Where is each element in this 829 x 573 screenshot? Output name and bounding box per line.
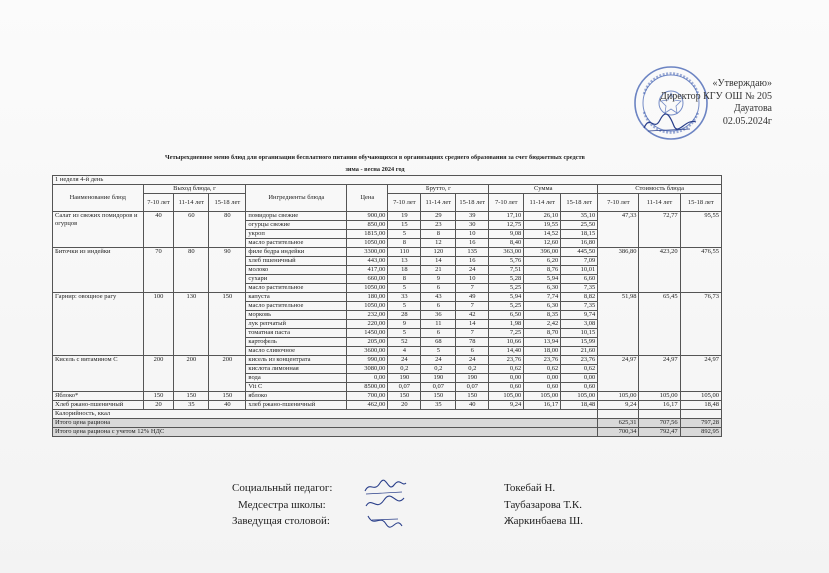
ingredient-brutto: 30 — [456, 221, 489, 230]
dish-name: Гарнир: овощное рагу — [53, 293, 144, 356]
total-value: 792,47 — [639, 428, 680, 437]
ingredient-sum: 23,76 — [489, 356, 524, 365]
ingredient-sum: 26,10 — [524, 212, 561, 221]
ingredient-price: 443,00 — [347, 257, 388, 266]
age-header: 7-10 лет — [388, 194, 421, 212]
ingredient-sum: 5,25 — [489, 302, 524, 311]
ingredient-sum: 7,35 — [561, 302, 598, 311]
ingredient-brutto: 150 — [456, 392, 489, 401]
ingredient-name: картофель — [246, 338, 347, 347]
ingredient-brutto: 24 — [456, 356, 489, 365]
age-header: 15-18 лет — [561, 194, 598, 212]
ingredient-price: 1050,00 — [347, 302, 388, 311]
calories-value — [598, 410, 639, 419]
header-ingredients: Ингредиенты блюда — [246, 185, 347, 212]
ingredient-sum: 8,40 — [489, 239, 524, 248]
ingredient-row — [53, 248, 722, 257]
header-price: Цена — [347, 185, 388, 212]
total-row — [53, 419, 722, 428]
signature-role: Социальный педагог: — [232, 482, 333, 494]
age-header: 11-14 лет — [174, 194, 209, 212]
dish-output: 100 — [143, 293, 174, 356]
ingredient-brutto: 11 — [421, 320, 456, 329]
ingredient-brutto: 8 — [388, 275, 421, 284]
ingredient-sum: 0,62 — [524, 365, 561, 374]
ingredient-sum: 7,09 — [561, 257, 598, 266]
dish-name: Биточки из индейки — [53, 248, 144, 293]
total-value: 797,28 — [680, 419, 721, 428]
dish-output: 130 — [174, 293, 209, 356]
ingredient-sum: 396,00 — [524, 248, 561, 257]
ingredient-brutto: 0,2 — [456, 365, 489, 374]
age-header: 7-10 лет — [598, 194, 639, 212]
header-ages-row — [53, 194, 722, 212]
ingredient-brutto: 52 — [388, 338, 421, 347]
ingredient-sum: 15,99 — [561, 338, 598, 347]
signatures-block — [232, 480, 652, 530]
ingredient-brutto: 7 — [456, 302, 489, 311]
ingredient-name: яблоко — [246, 392, 347, 401]
ingredient-brutto: 24 — [388, 356, 421, 365]
ingredient-name: Vit C — [246, 383, 347, 392]
ingredient-brutto: 15 — [388, 221, 421, 230]
ingredient-sum: 23,76 — [524, 356, 561, 365]
signature-name: Жаркинбаева Ш. — [504, 515, 583, 527]
ingredient-name: хлеб пшеничный — [246, 257, 347, 266]
ingredient-brutto: 49 — [456, 293, 489, 302]
dish-output: 35 — [174, 401, 209, 410]
dish-output: 150 — [209, 392, 246, 401]
ingredient-brutto: 21 — [421, 266, 456, 275]
ingredient-brutto: 8 — [421, 230, 456, 239]
dish-cost: 476,55 — [680, 248, 721, 293]
ingredient-brutto: 0,2 — [421, 365, 456, 374]
title-line: Четырехдневное меню блюд для организации бесплатного питания обучающихся в организациях среднего образования за счет бюджетных средств — [165, 154, 585, 161]
ingredient-name: кисель из концентрата — [246, 356, 347, 365]
ingredient-name: помидоры свежие — [246, 212, 347, 221]
ingredient-brutto: 6 — [456, 347, 489, 356]
ingredient-brutto: 39 — [456, 212, 489, 221]
dish-output: 20 — [143, 401, 174, 410]
ingredient-brutto: 10 — [456, 275, 489, 284]
ingredient-brutto: 120 — [421, 248, 456, 257]
day-label: 1 неделя 4-й день — [53, 176, 722, 185]
ingredient-brutto: 5 — [421, 347, 456, 356]
calories-row — [53, 410, 722, 419]
ingredient-sum: 9,08 — [489, 230, 524, 239]
age-header: 15-18 лет — [680, 194, 721, 212]
ingredient-sum: 10,01 — [561, 266, 598, 275]
age-header: 11-14 лет — [639, 194, 680, 212]
ingredient-brutto: 7 — [456, 329, 489, 338]
ingredient-brutto: 18 — [388, 266, 421, 275]
ingredient-name: укроп — [246, 230, 347, 239]
ingredient-brutto: 43 — [421, 293, 456, 302]
ingredient-brutto: 190 — [421, 374, 456, 383]
ingredient-brutto: 16 — [456, 257, 489, 266]
ingredient-brutto: 6 — [421, 284, 456, 293]
ingredient-brutto: 6 — [421, 329, 456, 338]
signature-row — [232, 497, 652, 514]
ingredient-brutto: 14 — [456, 320, 489, 329]
header-row — [53, 185, 722, 194]
ingredient-sum: 6,50 — [489, 311, 524, 320]
ingredient-row — [53, 212, 722, 221]
signature-row — [232, 480, 652, 497]
dish-cost: 24,97 — [598, 356, 639, 392]
dish-cost: 76,73 — [680, 293, 721, 356]
ingredient-brutto: 14 — [421, 257, 456, 266]
ingredient-brutto: 0,07 — [421, 383, 456, 392]
ingredient-sum: 23,76 — [561, 356, 598, 365]
dish-name: Хлеб ржано-пшеничный — [53, 401, 144, 410]
total-value: 700,34 — [598, 428, 639, 437]
calories-value — [680, 410, 721, 419]
ingredient-sum: 5,94 — [524, 275, 561, 284]
ingredient-brutto: 29 — [421, 212, 456, 221]
signature-name: Таубазарова Т.К. — [504, 498, 582, 511]
ingredient-brutto: 7 — [456, 284, 489, 293]
dish-output: 80 — [209, 212, 246, 248]
ingredient-sum: 6,30 — [524, 284, 561, 293]
ingredient-name: томатная паста — [246, 329, 347, 338]
ingredient-brutto: 10 — [456, 230, 489, 239]
dish-cost: 51,98 — [598, 293, 639, 356]
age-header: 11-14 лет — [421, 194, 456, 212]
menu-table — [52, 175, 722, 437]
dish-cost: 386,80 — [598, 248, 639, 293]
handwritten-signature — [362, 510, 408, 530]
ingredient-name: вода — [246, 374, 347, 383]
ingredient-name: масло сливочное — [246, 347, 347, 356]
dish-output: 90 — [209, 248, 246, 293]
ingredient-brutto: 5 — [388, 329, 421, 338]
ingredient-sum: 7,35 — [561, 284, 598, 293]
signature-role: Заведущая столовой: — [232, 515, 330, 527]
ingredient-sum: 8,35 — [524, 311, 561, 320]
approval-line: «Утверждаю» — [712, 78, 772, 89]
dish-output: 40 — [143, 212, 174, 248]
dish-output: 40 — [209, 401, 246, 410]
dish-cost: 72,77 — [639, 212, 680, 248]
ingredient-sum: 18,48 — [561, 401, 598, 410]
dish-output: 200 — [143, 356, 174, 392]
ingredient-sum: 0,00 — [524, 374, 561, 383]
ingredient-sum: 6,20 — [524, 257, 561, 266]
ingredient-brutto: 9 — [421, 275, 456, 284]
dish-cost: 95,55 — [680, 212, 721, 248]
ingredient-brutto: 19 — [388, 212, 421, 221]
ingredient-price: 3080,00 — [347, 365, 388, 374]
ingredient-sum: 445,50 — [561, 248, 598, 257]
ingredient-sum: 35,10 — [561, 212, 598, 221]
ingredient-brutto: 110 — [388, 248, 421, 257]
ingredient-brutto: 36 — [421, 311, 456, 320]
header-dish: Наименование блюд — [53, 185, 144, 212]
ingredient-brutto: 23 — [421, 221, 456, 230]
ingredient-sum: 7,51 — [489, 266, 524, 275]
calories-value — [639, 410, 680, 419]
ingredient-sum: 105,00 — [489, 392, 524, 401]
ingredient-price: 462,00 — [347, 401, 388, 410]
ingredient-sum: 5,94 — [489, 293, 524, 302]
ingredient-brutto: 135 — [456, 248, 489, 257]
ingredient-brutto: 28 — [388, 311, 421, 320]
ingredient-brutto: 190 — [456, 374, 489, 383]
ingredient-brutto: 150 — [388, 392, 421, 401]
ingredient-name: морковь — [246, 311, 347, 320]
ingredient-brutto: 42 — [456, 311, 489, 320]
ingredient-price: 220,00 — [347, 320, 388, 329]
signature-name: Токебай Н. — [504, 482, 556, 494]
approval-line: Директор КГУ ОШ № 205 — [660, 90, 772, 102]
ingredient-sum: 16,80 — [561, 239, 598, 248]
dish-cost: 65,45 — [639, 293, 680, 356]
ingredient-name: молоко — [246, 266, 347, 275]
ingredient-price: 990,00 — [347, 356, 388, 365]
total-value: 892,95 — [680, 428, 721, 437]
ingredient-sum: 0,62 — [489, 365, 524, 374]
total-vat-row — [53, 428, 722, 437]
age-header: 15-18 лет — [209, 194, 246, 212]
ingredient-brutto: 12 — [421, 239, 456, 248]
approval-line: Дауатова — [733, 103, 772, 114]
ingredient-sum: 10,15 — [561, 329, 598, 338]
dish-cost: 9,24 — [598, 401, 639, 410]
ingredient-sum: 12,75 — [489, 221, 524, 230]
dish-output: 150 — [174, 392, 209, 401]
ingredient-sum: 21,60 — [561, 347, 598, 356]
ingredient-sum: 8,70 — [524, 329, 561, 338]
ingredient-price: 180,00 — [347, 293, 388, 302]
document-title — [110, 152, 640, 176]
ingredient-brutto: 24 — [456, 266, 489, 275]
ingredient-row — [53, 293, 722, 302]
ingredient-sum: 0,60 — [524, 383, 561, 392]
ingredient-brutto: 9 — [388, 320, 421, 329]
ingredient-sum: 18,00 — [524, 347, 561, 356]
ingredient-name: лук репчатый — [246, 320, 347, 329]
ingredient-sum: 18,15 — [561, 230, 598, 239]
ingredient-sum: 105,00 — [524, 392, 561, 401]
ingredient-price: 700,00 — [347, 392, 388, 401]
dish-cost: 24,97 — [639, 356, 680, 392]
ingredient-sum: 3,08 — [561, 320, 598, 329]
header-cost: Стоимость блюда — [598, 185, 722, 194]
ingredient-sum: 6,60 — [561, 275, 598, 284]
dish-cost: 18,48 — [680, 401, 721, 410]
ingredient-sum: 0,00 — [489, 374, 524, 383]
ingredient-price: 417,00 — [347, 266, 388, 275]
dish-output: 70 — [143, 248, 174, 293]
ingredient-sum: 0,00 — [561, 374, 598, 383]
age-header: 15-18 лет — [456, 194, 489, 212]
ingredient-brutto: 5 — [388, 302, 421, 311]
ingredient-name: сухари — [246, 275, 347, 284]
ingredient-sum: 25,50 — [561, 221, 598, 230]
ingredient-sum: 7,74 — [524, 293, 561, 302]
ingredient-sum: 14,52 — [524, 230, 561, 239]
ingredient-price: 850,00 — [347, 221, 388, 230]
ingredient-name: масло растительное — [246, 284, 347, 293]
ingredient-sum: 19,55 — [524, 221, 561, 230]
total-label: Итого цена рациона с учетом 12% НДС — [53, 428, 598, 437]
ingredient-price: 1050,00 — [347, 239, 388, 248]
ingredient-sum: 13,94 — [524, 338, 561, 347]
ingredient-name: филе бедра индейки — [246, 248, 347, 257]
dish-output: 80 — [174, 248, 209, 293]
dish-cost: 105,00 — [598, 392, 639, 401]
ingredient-name: масло растительное — [246, 239, 347, 248]
header-output: Выход блюда, г — [143, 185, 246, 194]
ingredient-price: 1815,00 — [347, 230, 388, 239]
ingredient-brutto: 8 — [388, 239, 421, 248]
ingredient-brutto: 16 — [456, 239, 489, 248]
ingredient-brutto: 5 — [388, 284, 421, 293]
ingredient-row — [53, 356, 722, 365]
day-row — [53, 176, 722, 185]
ingredient-name: масло растительное — [246, 302, 347, 311]
ingredient-sum: 14,40 — [489, 347, 524, 356]
ingredient-price: 232,00 — [347, 311, 388, 320]
ingredient-brutto: 6 — [421, 302, 456, 311]
header-sum: Сумма — [489, 185, 598, 194]
ingredient-brutto: 24 — [421, 356, 456, 365]
dish-output: 200 — [174, 356, 209, 392]
ingredient-brutto: 4 — [388, 347, 421, 356]
ingredient-sum: 8,82 — [561, 293, 598, 302]
dish-name: Яблоко* — [53, 392, 144, 401]
single-item-row — [53, 392, 722, 401]
dish-name: Салат из свежих помидоров и огурцов — [53, 212, 144, 248]
signature-row — [232, 513, 652, 530]
ingredient-sum: 0,62 — [561, 365, 598, 374]
ingredient-sum: 7,25 — [489, 329, 524, 338]
ingredient-price: 3300,00 — [347, 248, 388, 257]
age-header: 7-10 лет — [143, 194, 174, 212]
ingredient-sum: 5,25 — [489, 284, 524, 293]
signature-role: Медсестра школы: — [238, 498, 326, 511]
single-item-row — [53, 401, 722, 410]
dish-cost: 105,00 — [680, 392, 721, 401]
ingredient-sum: 6,30 — [524, 302, 561, 311]
dish-cost: 105,00 — [639, 392, 680, 401]
calories-label: Калорийность, ккал — [53, 410, 598, 419]
ingredient-price: 3600,00 — [347, 347, 388, 356]
ingredient-brutto: 190 — [388, 374, 421, 383]
ingredient-price: 0,00 — [347, 374, 388, 383]
ingredient-brutto: 35 — [421, 401, 456, 410]
ingredient-price: 1050,00 — [347, 284, 388, 293]
ingredient-sum: 9,74 — [561, 311, 598, 320]
ingredient-sum: 2,42 — [524, 320, 561, 329]
dish-cost: 24,97 — [680, 356, 721, 392]
dish-name: Кисель с витамином С — [53, 356, 144, 392]
ingredient-sum: 5,28 — [489, 275, 524, 284]
total-value: 625,31 — [598, 419, 639, 428]
ingredient-brutto: 0,07 — [388, 383, 421, 392]
ingredient-sum: 1,98 — [489, 320, 524, 329]
dish-output: 60 — [174, 212, 209, 248]
total-value: 707,56 — [639, 419, 680, 428]
ingredient-brutto: 20 — [388, 401, 421, 410]
ingredient-price: 1450,00 — [347, 329, 388, 338]
ingredient-brutto: 13 — [388, 257, 421, 266]
ingredient-brutto: 68 — [421, 338, 456, 347]
ingredient-sum: 10,66 — [489, 338, 524, 347]
ingredient-sum: 8,76 — [524, 266, 561, 275]
age-header: 7-10 лет — [489, 194, 524, 212]
ingredient-sum: 363,00 — [489, 248, 524, 257]
age-header: 11-14 лет — [524, 194, 561, 212]
approval-block — [632, 78, 772, 128]
title-season: зима - весна 2024 год — [345, 166, 405, 173]
ingredient-brutto: 40 — [456, 401, 489, 410]
ingredient-sum: 105,00 — [561, 392, 598, 401]
dish-output: 150 — [209, 293, 246, 356]
total-label: Итого цена рациона — [53, 419, 598, 428]
ingredient-sum: 17,10 — [489, 212, 524, 221]
dish-cost: 423,20 — [639, 248, 680, 293]
ingredient-sum: 0,60 — [561, 383, 598, 392]
ingredient-name: капуста — [246, 293, 347, 302]
ingredient-brutto: 150 — [421, 392, 456, 401]
dish-output: 200 — [209, 356, 246, 392]
ingredient-name: кислота лимонная — [246, 365, 347, 374]
ingredient-brutto: 0,2 — [388, 365, 421, 374]
ingredient-brutto: 0,07 — [456, 383, 489, 392]
ingredient-brutto: 33 — [388, 293, 421, 302]
ingredient-name: хлеб ржано-пшеничный — [246, 401, 347, 410]
approval-line: 02.05.2024г — [722, 115, 772, 127]
ingredient-sum: 0,60 — [489, 383, 524, 392]
dish-output: 150 — [143, 392, 174, 401]
ingredient-sum: 5,76 — [489, 257, 524, 266]
ingredient-price: 660,00 — [347, 275, 388, 284]
ingredient-brutto: 5 — [388, 230, 421, 239]
ingredient-price: 205,00 — [347, 338, 388, 347]
ingredient-name: огурцы свежие — [246, 221, 347, 230]
ingredient-sum: 12,60 — [524, 239, 561, 248]
ingredient-price: 8500,00 — [347, 383, 388, 392]
ingredient-sum: 9,24 — [489, 401, 524, 410]
ingredient-price: 900,00 — [347, 212, 388, 221]
ingredient-brutto: 78 — [456, 338, 489, 347]
ingredient-sum: 16,17 — [524, 401, 561, 410]
dish-cost: 16,17 — [639, 401, 680, 410]
header-brutto: Брутто, г — [388, 185, 489, 194]
dish-cost: 47,33 — [598, 212, 639, 248]
